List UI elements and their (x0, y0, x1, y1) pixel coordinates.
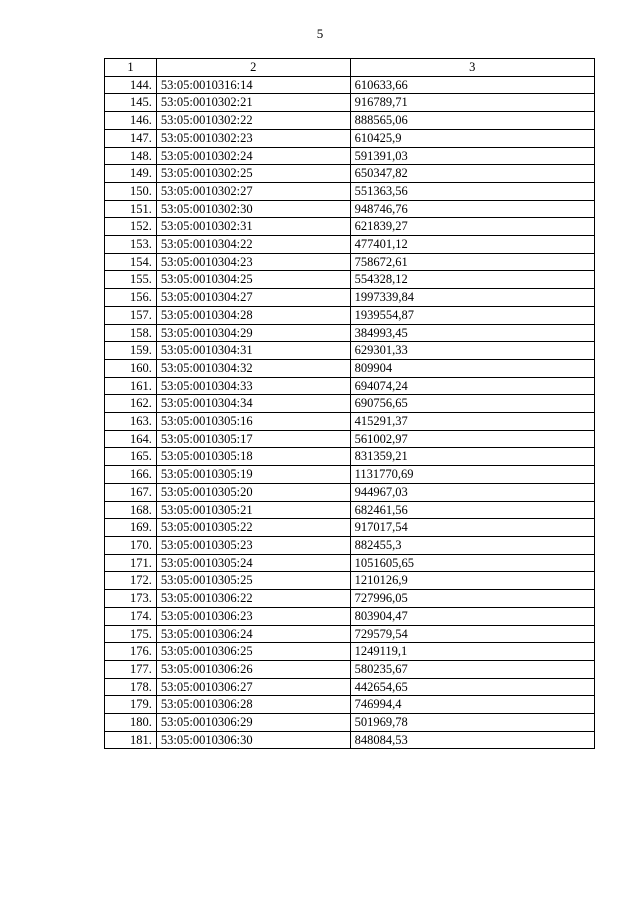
cadastral-value: 882455,3 (350, 536, 594, 554)
row-number: 169. (105, 519, 157, 537)
cadastral-value: 694074,24 (350, 377, 594, 395)
table-row (105, 590, 595, 608)
cadastral-number: 53:05:0010306:25 (156, 643, 350, 661)
row-number: 172. (105, 572, 157, 590)
table-row (105, 536, 595, 554)
row-number: 155. (105, 271, 157, 289)
row-number: 146. (105, 112, 157, 130)
cadastral-value: 831359,21 (350, 448, 594, 466)
table-row (105, 324, 595, 342)
cadastral-number: 53:05:0010304:29 (156, 324, 350, 342)
cadastral-number: 53:05:0010305:23 (156, 536, 350, 554)
cadastral-value: 1939554,87 (350, 306, 594, 324)
cadastral-value: 591391,03 (350, 147, 594, 165)
cadastral-number: 53:05:0010304:34 (156, 395, 350, 413)
cadastral-number: 53:05:0010306:26 (156, 660, 350, 678)
cadastral-number: 53:05:0010302:21 (156, 94, 350, 112)
column-header-2: 2 (156, 59, 350, 77)
cadastral-value: 1210126,9 (350, 572, 594, 590)
cadastral-value: 809904 (350, 359, 594, 377)
cadastral-value: 803904,47 (350, 607, 594, 625)
table-row (105, 218, 595, 236)
row-number: 163. (105, 413, 157, 431)
cadastral-value: 580235,67 (350, 660, 594, 678)
row-number: 154. (105, 253, 157, 271)
cadastral-value: 384993,45 (350, 324, 594, 342)
cadastral-number: 53:05:0010305:17 (156, 430, 350, 448)
row-number: 147. (105, 129, 157, 147)
table-row (105, 483, 595, 501)
row-number: 150. (105, 182, 157, 200)
row-number: 175. (105, 625, 157, 643)
table-row (105, 377, 595, 395)
cadastral-number: 53:05:0010305:16 (156, 413, 350, 431)
cadastral-value: 1131770,69 (350, 466, 594, 484)
cadastral-number: 53:05:0010305:19 (156, 466, 350, 484)
table-row (105, 660, 595, 678)
cadastral-value: 610633,66 (350, 76, 594, 94)
row-number: 170. (105, 536, 157, 554)
cadastral-number: 53:05:0010306:27 (156, 678, 350, 696)
cadastral-number: 53:05:0010304:27 (156, 289, 350, 307)
table-row (105, 76, 595, 94)
cadastral-number: 53:05:0010302:31 (156, 218, 350, 236)
row-number: 178. (105, 678, 157, 696)
cadastral-number: 53:05:0010302:22 (156, 112, 350, 130)
cadastral-number: 53:05:0010302:30 (156, 200, 350, 218)
cadastral-number: 53:05:0010305:21 (156, 501, 350, 519)
table-row (105, 289, 595, 307)
cadastral-value: 501969,78 (350, 714, 594, 732)
row-number: 173. (105, 590, 157, 608)
cadastral-number: 53:05:0010304:31 (156, 342, 350, 360)
row-number: 174. (105, 607, 157, 625)
table-row (105, 359, 595, 377)
row-number: 156. (105, 289, 157, 307)
cadastral-number: 53:05:0010305:25 (156, 572, 350, 590)
row-number: 148. (105, 147, 157, 165)
table-row (105, 572, 595, 590)
row-number: 165. (105, 448, 157, 466)
cadastral-value: 746994,4 (350, 696, 594, 714)
table-row (105, 165, 595, 183)
row-number: 158. (105, 324, 157, 342)
cadastral-number: 53:05:0010316:14 (156, 76, 350, 94)
row-number: 181. (105, 731, 157, 749)
table-row (105, 448, 595, 466)
cadastral-value: 917017,54 (350, 519, 594, 537)
table-row (105, 714, 595, 732)
cadastral-value: 727996,05 (350, 590, 594, 608)
table-row (105, 200, 595, 218)
table-row (105, 271, 595, 289)
cadastral-number: 53:05:0010306:29 (156, 714, 350, 732)
row-number: 164. (105, 430, 157, 448)
row-number: 157. (105, 306, 157, 324)
cadastral-number: 53:05:0010302:27 (156, 182, 350, 200)
row-number: 152. (105, 218, 157, 236)
column-header-1: 1 (105, 59, 157, 77)
cadastral-number: 53:05:0010302:25 (156, 165, 350, 183)
row-number: 177. (105, 660, 157, 678)
row-number: 159. (105, 342, 157, 360)
cadastral-number: 53:05:0010304:32 (156, 359, 350, 377)
cadastral-number: 53:05:0010304:25 (156, 271, 350, 289)
cadastral-number: 53:05:0010306:28 (156, 696, 350, 714)
row-number: 149. (105, 165, 157, 183)
row-number: 167. (105, 483, 157, 501)
table-row (105, 731, 595, 749)
cadastral-number: 53:05:0010306:30 (156, 731, 350, 749)
cadastral-number: 53:05:0010306:23 (156, 607, 350, 625)
cadastral-number: 53:05:0010306:22 (156, 590, 350, 608)
row-number: 144. (105, 76, 157, 94)
table-row (105, 94, 595, 112)
row-number: 171. (105, 554, 157, 572)
cadastral-value: 848084,53 (350, 731, 594, 749)
row-number: 176. (105, 643, 157, 661)
row-number: 151. (105, 200, 157, 218)
cadastral-number: 53:05:0010306:24 (156, 625, 350, 643)
table-row (105, 643, 595, 661)
cadastral-value: 916789,71 (350, 94, 594, 112)
table-row (105, 430, 595, 448)
table-row (105, 182, 595, 200)
cadastral-value: 690756,65 (350, 395, 594, 413)
page-number: 5 (316, 26, 324, 41)
table-row (105, 519, 595, 537)
table-row (105, 129, 595, 147)
cadastral-value: 554328,12 (350, 271, 594, 289)
table-row (105, 253, 595, 271)
row-number: 161. (105, 377, 157, 395)
table-row (105, 112, 595, 130)
cadastral-value: 1249119,1 (350, 643, 594, 661)
table-row (105, 342, 595, 360)
table-row (105, 306, 595, 324)
row-number: 153. (105, 236, 157, 254)
table-row (105, 607, 595, 625)
column-header-3: 3 (350, 59, 594, 77)
table-row (105, 678, 595, 696)
table-row (105, 413, 595, 431)
cadastral-value: 650347,82 (350, 165, 594, 183)
table-row (105, 236, 595, 254)
cadastral-value: 629301,33 (350, 342, 594, 360)
row-number: 160. (105, 359, 157, 377)
table-header-row (105, 59, 595, 77)
row-number: 168. (105, 501, 157, 519)
row-number: 145. (105, 94, 157, 112)
cadastral-value: 477401,12 (350, 236, 594, 254)
cadastral-value: 948746,76 (350, 200, 594, 218)
cadastral-value-table (104, 58, 595, 749)
table-row (105, 696, 595, 714)
cadastral-value: 944967,03 (350, 483, 594, 501)
cadastral-value: 758672,61 (350, 253, 594, 271)
table-row (105, 395, 595, 413)
cadastral-value: 888565,06 (350, 112, 594, 130)
cadastral-value: 1997339,84 (350, 289, 594, 307)
cadastral-number: 53:05:0010305:24 (156, 554, 350, 572)
cadastral-number: 53:05:0010304:28 (156, 306, 350, 324)
table-row (105, 625, 595, 643)
cadastral-number: 53:05:0010302:23 (156, 129, 350, 147)
cadastral-value: 551363,56 (350, 182, 594, 200)
cadastral-number: 53:05:0010304:23 (156, 253, 350, 271)
cadastral-value: 621839,27 (350, 218, 594, 236)
table-body (105, 76, 595, 749)
cadastral-number: 53:05:0010304:22 (156, 236, 350, 254)
cadastral-value: 415291,37 (350, 413, 594, 431)
table-row (105, 554, 595, 572)
row-number: 180. (105, 714, 157, 732)
row-number: 166. (105, 466, 157, 484)
cadastral-value: 1051605,65 (350, 554, 594, 572)
cadastral-number: 53:05:0010305:18 (156, 448, 350, 466)
cadastral-value: 682461,56 (350, 501, 594, 519)
table-row (105, 501, 595, 519)
cadastral-number: 53:05:0010302:24 (156, 147, 350, 165)
cadastral-value: 561002,97 (350, 430, 594, 448)
cadastral-value: 442654,65 (350, 678, 594, 696)
table-row (105, 466, 595, 484)
row-number: 162. (105, 395, 157, 413)
cadastral-number: 53:05:0010305:20 (156, 483, 350, 501)
row-number: 179. (105, 696, 157, 714)
table-row (105, 147, 595, 165)
cadastral-number: 53:05:0010304:33 (156, 377, 350, 395)
cadastral-value: 610425,9 (350, 129, 594, 147)
cadastral-number: 53:05:0010305:22 (156, 519, 350, 537)
cadastral-value: 729579,54 (350, 625, 594, 643)
